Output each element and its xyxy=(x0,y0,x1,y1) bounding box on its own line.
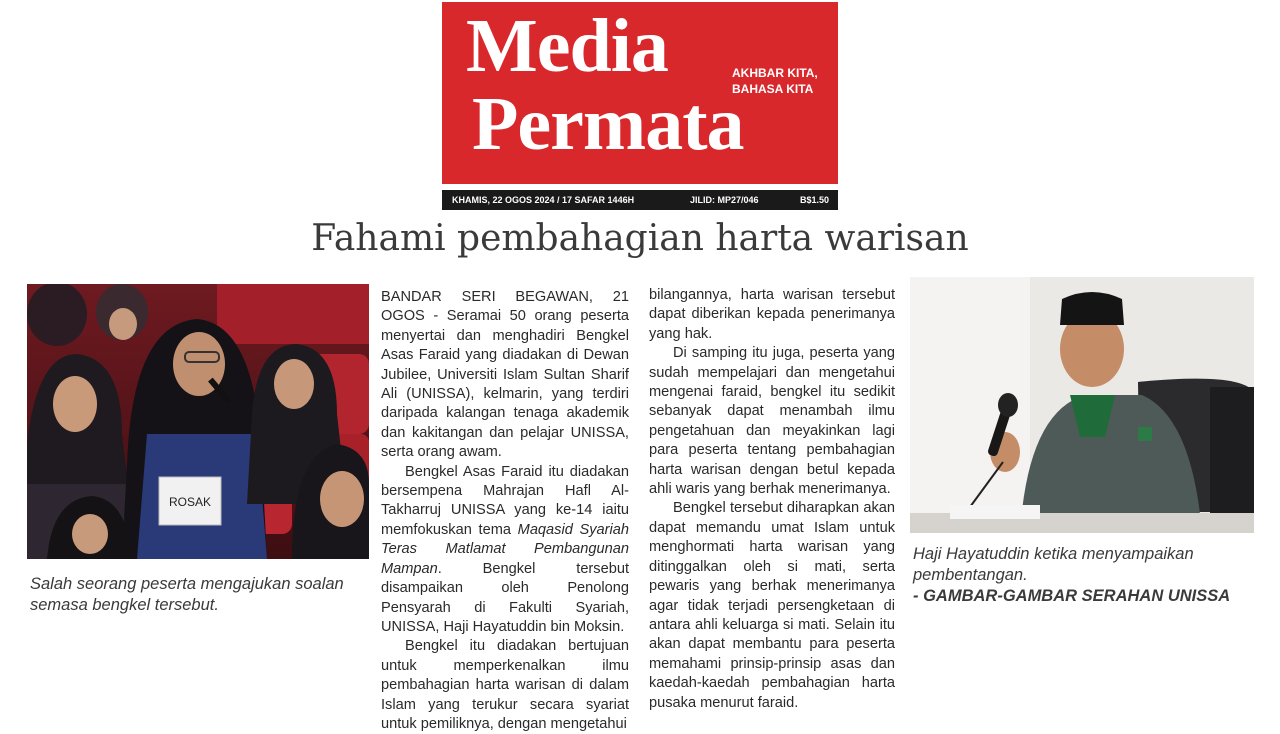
col1-paragraph-2 xyxy=(381,463,629,638)
photo-audience xyxy=(27,284,369,559)
photo-speaker xyxy=(910,277,1254,533)
col2-paragraph-3: Bengkel tersebut diharapkan akan dapat memandu umat Islam untuk menghormati harta warisan yang ditinggalkan oleh si mati, serta pewaris yang berhak menerimanya agar tidak terjadi persengketaan di antara ahli keluarga si mati. Selain itu akan dapat membantu para peserta memahami prinsip-prinsip asas dan kaedah-kaedah pembahagian harta pusaka menurut faraid. xyxy=(649,500,895,711)
masthead-name-permata: Permata xyxy=(472,82,744,166)
caption-right-text: Haji Hayatuddin ketika menyampaikan pembentangan. xyxy=(913,545,1194,584)
article-headline: Fahami pembahagian harta warisan xyxy=(311,218,969,259)
col2-paragraph-1: bilangannya, harta warisan tersebut dapat diberikan kepada penerimanya yang hak. xyxy=(649,287,895,342)
col1-p2-text-a: Bengkel Asas Faraid itu diadakan bersempena Mahrajan Hafl Al-Takharruj UNISSA yang ke-14 iaitu memfokuskan tema xyxy=(381,463,629,538)
masthead-logo xyxy=(442,2,838,184)
masthead-tagline-2: BAHASA KITA xyxy=(732,82,814,96)
issue-date: KHAMIS, 22 OGOS 2024 / 17 SAFAR 1446H xyxy=(452,195,635,205)
photo-credit: - GAMBAR-GAMBAR SERAHAN UNISSA xyxy=(913,587,1231,605)
masthead-tagline-1: AKHBAR KITA, xyxy=(732,66,818,80)
col2-paragraph-2: Di samping itu juga, peserta yang sudah mempelajari dan mengetahui mengenai faraid, bengkel itu sedikit sebanyak dapat menambah ilmu pengetahuan dan meyakinkan lagi para peserta tentang pembahagian harta warisan dengan betul kepada ahli waris yang berhak menerimanya. xyxy=(649,345,895,498)
issue-volume: JILID: MP27/046 xyxy=(690,195,759,205)
issue-price: B$1.50 xyxy=(800,195,830,205)
col1-paragraph-3: Bengkel itu diadakan bertujuan untuk memperkenalkan ilmu pembahagian harta warisan di dalam Islam yang terukur secara syariat untuk pemiliknya, dengan mengetahui xyxy=(381,638,629,732)
issue-info-bar xyxy=(442,190,838,210)
col1-p2-theme: Maqasid Syariah Teras Matlamat Pembangunan Mampan xyxy=(381,521,629,577)
caption-right xyxy=(913,544,1253,607)
col1-paragraph-1: BANDAR SERI BEGAWAN, 21 OGOS - Seramai 50 orang peserta menyertai dan menghadiri Bengkel Asas Faraid yang diadakan di Dewan Jubilee, Universiti Islam Sultan Sharif Ali (UNISSA), kelmarin, yang terdiri daripada kalangan tenaga akademik dan kakitangan dan pelajar UNISSA, serta orang awam. xyxy=(381,289,629,461)
photo-audience-illustration xyxy=(27,284,369,559)
caption-left: Salah seorang peserta mengajukan soalan semasa bengkel tersebut. xyxy=(30,575,344,614)
article-column-1 xyxy=(381,288,629,734)
masthead-name-media: Media xyxy=(466,4,668,88)
photo-speaker-illustration xyxy=(910,277,1254,533)
article-column-2 xyxy=(649,286,895,713)
col1-p2-text-b: . Bengkel tersebut disampaikan oleh Penolong Pensyarah di Fakulti Syariah, UNISSA, Haji Hayatuddin bin Moksin. xyxy=(381,560,629,635)
seat-sign-text: ROSAK xyxy=(168,495,212,509)
